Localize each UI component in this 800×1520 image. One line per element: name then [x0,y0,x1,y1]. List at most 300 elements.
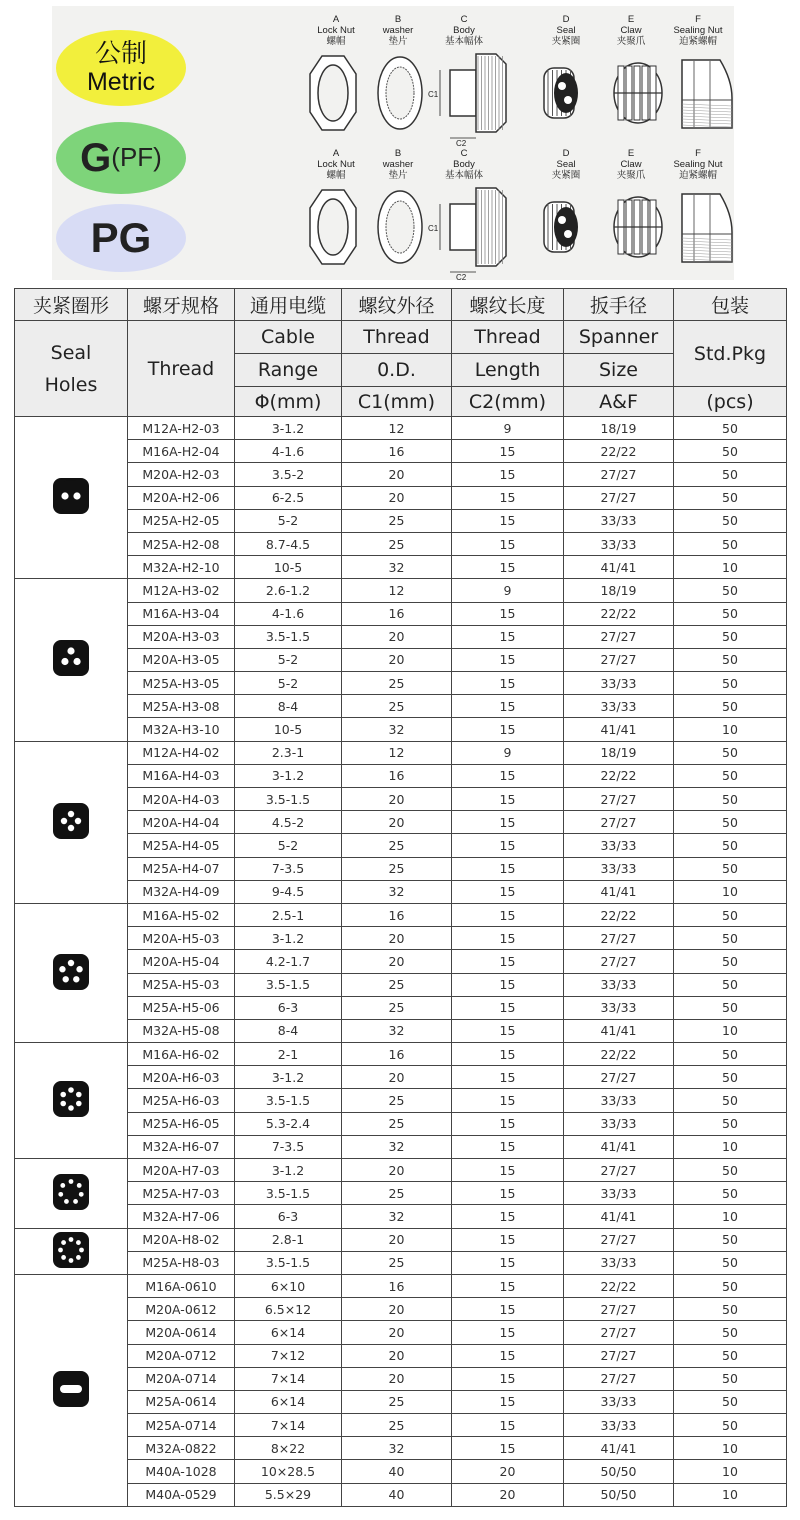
thread-od-cell: 25 [342,857,452,880]
thread-cell: M32A-H5-08 [128,1019,235,1042]
thread-od-cell: 32 [342,880,452,903]
part-label-letter: C [460,14,468,25]
thread-od-cell: 32 [342,1205,452,1228]
table-row [15,857,787,880]
std-pkg-cell: 10 [674,1483,787,1506]
parts-drawing [300,184,740,280]
thread-length-cell: 15 [452,1066,564,1089]
thread-cell: M20A-H2-03 [128,463,235,486]
thread-cell: M20A-H5-03 [128,927,235,950]
sealing-nut-icon [682,60,732,128]
seal-holes-cell [15,1043,128,1159]
spanner-size-cell: 41/41 [564,1205,674,1228]
cable-range-cell: 7-3.5 [235,857,342,880]
thread-length-cell: 20 [452,1483,564,1506]
spec-table [14,288,787,1507]
thread-cell: M20A-H8-02 [128,1228,235,1251]
header-length-2: Length [452,354,564,387]
thread-length-cell: 15 [452,440,564,463]
cable-range-cell: 7×12 [235,1344,342,1367]
table-row [15,1298,787,1321]
header-od-unit: C1(mm) [342,387,452,417]
header-length-1: Thread [452,321,564,354]
cable-range-cell: 4.2-1.7 [235,950,342,973]
std-pkg-cell: 50 [674,1390,787,1413]
header-cn-cable: 通用电缆 [235,289,342,321]
spanner-size-cell: 27/27 [564,486,674,509]
cable-range-cell: 8×22 [235,1437,342,1460]
spanner-size-cell: 33/33 [564,695,674,718]
std-pkg-cell: 50 [674,1159,787,1182]
thread-length-cell: 15 [452,1182,564,1205]
thread-length-cell: 15 [452,556,564,579]
thread-cell: M16A-H2-04 [128,440,235,463]
table-row [15,672,787,695]
thread-length-cell: 15 [452,463,564,486]
thread-length-cell: 15 [452,625,564,648]
part-label-letter: D [562,14,570,25]
part-label-letter: A [332,148,340,159]
table-row [15,1205,787,1228]
spanner-size-cell: 27/27 [564,1228,674,1251]
table-row [15,1483,787,1506]
part-label-cn: 迫紧螺帽 [678,36,717,47]
cable-range-cell: 3.5-1.5 [235,1089,342,1112]
seal-8-holes-icon [53,1232,89,1268]
thread-od-cell: 16 [342,1043,452,1066]
parts-drawing [300,50,740,146]
spanner-size-cell: 33/33 [564,1414,674,1437]
spanner-size-cell: 27/27 [564,811,674,834]
std-pkg-cell: 10 [674,1437,787,1460]
part-label-sealing-nut [668,14,728,47]
std-pkg-cell: 10 [674,1205,787,1228]
cable-range-cell: 3-1.2 [235,764,342,787]
table-row [15,1159,787,1182]
pg-badge [56,204,186,272]
thread-od-cell: 32 [342,1019,452,1042]
table-row [15,718,787,741]
part-label-cn: 夹聚爪 [616,170,646,181]
thread-cell: M20A-0714 [128,1367,235,1390]
cable-range-cell: 10-5 [235,556,342,579]
thread-length-cell: 15 [452,1274,564,1297]
table-row [15,811,787,834]
header-length-unit: C2(mm) [452,387,564,417]
part-label-washer [368,148,428,181]
thread-cell: M32A-H4-09 [128,880,235,903]
std-pkg-cell: 50 [674,950,787,973]
dim-c1-label: C1 [428,90,439,99]
part-label-cn: 夹紧圈 [551,170,581,181]
thread-od-cell: 20 [342,1228,452,1251]
thread-cell: M25A-H4-07 [128,857,235,880]
seal-holes-cell [15,1228,128,1274]
std-pkg-cell: 50 [674,973,787,996]
thread-od-cell: 32 [342,556,452,579]
thread-length-cell: 15 [452,1043,564,1066]
pg-badge-text: PG [90,213,152,261]
table-row [15,741,787,764]
spanner-size-cell: 50/50 [564,1460,674,1483]
spanner-size-cell: 18/19 [564,741,674,764]
std-pkg-cell: 50 [674,927,787,950]
dim-c2-label: C2 [456,139,467,146]
thread-length-cell: 15 [452,1437,564,1460]
thread-length-cell: 15 [452,1251,564,1274]
thread-od-cell: 25 [342,973,452,996]
seal-holes-cell [15,1274,128,1506]
cable-range-cell: 6×10 [235,1274,342,1297]
thread-od-cell: 20 [342,1298,452,1321]
std-pkg-cell: 50 [674,602,787,625]
std-pkg-cell: 10 [674,1135,787,1158]
seal-6-holes-icon [53,1081,89,1117]
spanner-size-cell: 33/33 [564,1089,674,1112]
cable-range-cell: 5-2 [235,834,342,857]
spanner-size-cell: 33/33 [564,1390,674,1413]
thread-length-cell: 15 [452,973,564,996]
header-pkg: Std.Pkg [674,321,787,387]
part-label-washer [368,14,428,47]
thread-length-cell: 15 [452,602,564,625]
cable-range-cell: 2.6-1.2 [235,579,342,602]
thread-cell: M20A-H3-05 [128,648,235,671]
cable-range-cell: 4-1.6 [235,440,342,463]
table-row [15,903,787,926]
thread-cell: M25A-H6-03 [128,1089,235,1112]
thread-length-cell: 15 [452,903,564,926]
thread-cell: M25A-H7-03 [128,1182,235,1205]
table-row [15,509,787,532]
part-label-letter: F [695,14,701,25]
spanner-size-cell: 41/41 [564,1437,674,1460]
g-pf-badge [56,122,186,194]
part-label-en: washer [382,159,414,170]
cable-range-cell: 5-2 [235,672,342,695]
metric-badge-cn: 公制 [94,39,147,70]
part-label-en: Body [453,25,475,36]
thread-length-cell: 15 [452,695,564,718]
part-label-cn: 夹紧圈 [551,36,581,47]
spanner-size-cell: 27/27 [564,1321,674,1344]
thread-cell: M25A-H8-03 [128,1251,235,1274]
part-label-en: Seal [556,159,576,170]
thread-cell: M25A-H2-05 [128,509,235,532]
thread-od-cell: 20 [342,1159,452,1182]
table-row [15,648,787,671]
dim-c1-label: C1 [428,224,439,233]
thread-od-cell: 20 [342,648,452,671]
std-pkg-cell: 50 [674,440,787,463]
cable-range-cell: 3.5-1.5 [235,973,342,996]
table-row [15,1135,787,1158]
seal-holes-cell [15,417,128,579]
table-row [15,1367,787,1390]
header-spanner-1: Spanner [564,321,674,354]
header-cable-2: Range [235,354,342,387]
std-pkg-cell: 50 [674,486,787,509]
cable-range-cell: 5.5×29 [235,1483,342,1506]
thread-od-cell: 20 [342,486,452,509]
part-label-letter: E [627,148,635,159]
part-label-cn: 垫片 [388,36,408,47]
std-pkg-cell: 50 [674,1182,787,1205]
g-badge-letter: G [80,136,112,180]
header-cn-seal: 夹紧圈形 [15,289,128,321]
cable-range-cell: 2.8-1 [235,1228,342,1251]
std-pkg-cell: 50 [674,532,787,555]
spanner-size-cell: 22/22 [564,764,674,787]
std-pkg-cell: 50 [674,857,787,880]
spec-table-body [15,417,787,1507]
cable-range-cell: 3-1.2 [235,1066,342,1089]
thread-length-cell: 15 [452,1390,564,1413]
seal-7-holes-icon [53,1174,89,1210]
spanner-size-cell: 33/33 [564,996,674,1019]
thread-length-cell: 9 [452,417,564,440]
table-row [15,695,787,718]
seal-holes-cell [15,903,128,1042]
thread-od-cell: 25 [342,834,452,857]
thread-length-cell: 15 [452,1228,564,1251]
std-pkg-cell: 50 [674,788,787,811]
std-pkg-cell: 10 [674,556,787,579]
std-pkg-cell: 50 [674,903,787,926]
std-pkg-cell: 50 [674,764,787,787]
part-label-en: Seal [556,25,576,36]
cable-range-cell: 10-5 [235,718,342,741]
spanner-size-cell: 22/22 [564,1274,674,1297]
part-label-cn: 基本幅体 [444,170,483,181]
table-row [15,1228,787,1251]
part-label-cn: 垫片 [388,170,408,181]
table-row [15,417,787,440]
thread-length-cell: 15 [452,1135,564,1158]
thread-length-cell: 15 [452,532,564,555]
part-label-body [434,148,494,181]
cable-range-cell: 8-4 [235,695,342,718]
cable-range-cell: 6.5×12 [235,1298,342,1321]
part-label-en: washer [382,25,414,36]
body-icon [428,188,506,280]
thread-od-cell: 32 [342,1135,452,1158]
spanner-size-cell: 41/41 [564,880,674,903]
metric-badge [56,30,186,106]
thread-cell: M12A-H4-02 [128,741,235,764]
seal-2-holes-icon [53,478,89,514]
header-spanner-unit: A&F [564,387,674,417]
cable-range-cell: 4.5-2 [235,811,342,834]
thread-od-cell: 20 [342,463,452,486]
thread-cell: M40A-0529 [128,1483,235,1506]
std-pkg-cell: 50 [674,1043,787,1066]
thread-length-cell: 15 [452,927,564,950]
cable-range-cell: 5-2 [235,509,342,532]
thread-length-cell: 15 [452,1159,564,1182]
spanner-size-cell: 41/41 [564,718,674,741]
table-row [15,764,787,787]
part-label-en: Lock Nut [317,25,355,36]
thread-cell: M20A-H7-03 [128,1159,235,1182]
thread-cell: M20A-H2-06 [128,486,235,509]
thread-length-cell: 9 [452,579,564,602]
thread-cell: M20A-H6-03 [128,1066,235,1089]
std-pkg-cell: 50 [674,463,787,486]
std-pkg-cell: 50 [674,811,787,834]
thread-length-cell: 15 [452,950,564,973]
thread-od-cell: 12 [342,579,452,602]
seal-flat-cable-icon [53,1371,89,1407]
spanner-size-cell: 27/27 [564,1298,674,1321]
spanner-size-cell: 41/41 [564,1135,674,1158]
spanner-size-cell: 33/33 [564,532,674,555]
spanner-size-cell: 33/33 [564,1112,674,1135]
std-pkg-cell: 50 [674,1089,787,1112]
cable-range-cell: 5-2 [235,648,342,671]
cable-range-cell: 4-1.6 [235,602,342,625]
table-row [15,1043,787,1066]
thread-length-cell: 15 [452,1019,564,1042]
thread-od-cell: 25 [342,509,452,532]
thread-length-cell: 20 [452,1460,564,1483]
cable-range-cell: 6-3 [235,1205,342,1228]
part-label-letter: B [394,148,402,159]
table-row [15,1182,787,1205]
thread-cell: M12A-H3-02 [128,579,235,602]
thread-od-cell: 20 [342,1367,452,1390]
thread-cell: M20A-0612 [128,1298,235,1321]
header-seal-holes-text: Seal Holes [44,341,98,396]
thread-od-cell: 25 [342,1251,452,1274]
header-od-1: Thread [342,321,452,354]
thread-length-cell: 15 [452,718,564,741]
spanner-size-cell: 33/33 [564,1182,674,1205]
spanner-size-cell: 33/33 [564,1251,674,1274]
thread-cell: M20A-H3-03 [128,625,235,648]
table-row [15,602,787,625]
thread-od-cell: 16 [342,440,452,463]
thread-od-cell: 20 [342,625,452,648]
thread-od-cell: 25 [342,1414,452,1437]
thread-cell: M32A-H6-07 [128,1135,235,1158]
table-row [15,532,787,555]
spanner-size-cell: 27/27 [564,1367,674,1390]
part-label-en: Claw [620,159,642,170]
spanner-size-cell: 27/27 [564,1066,674,1089]
header-cable-unit: Φ(mm) [235,387,342,417]
thread-cell: M20A-0712 [128,1344,235,1367]
thread-length-cell: 9 [452,741,564,764]
thread-length-cell: 15 [452,1089,564,1112]
thread-cell: M25A-H5-03 [128,973,235,996]
table-row [15,1019,787,1042]
table-row [15,1066,787,1089]
thread-cell: M25A-0714 [128,1414,235,1437]
header-cable-1: Cable [235,321,342,354]
table-row [15,1344,787,1367]
spanner-size-cell: 22/22 [564,440,674,463]
cable-range-cell: 8-4 [235,1019,342,1042]
std-pkg-cell: 50 [674,1228,787,1251]
cable-range-cell: 9-4.5 [235,880,342,903]
std-pkg-cell: 50 [674,417,787,440]
parts-row-metric [300,12,740,146]
header-cn-thread: 螺牙规格 [128,289,235,321]
header-pkg-unit: (pcs) [674,387,787,417]
std-pkg-cell: 50 [674,1066,787,1089]
spanner-size-cell: 27/27 [564,625,674,648]
part-label-seal [536,148,596,181]
thread-od-cell: 25 [342,1089,452,1112]
header-od-2: 0.D. [342,354,452,387]
thread-cell: M25A-H4-05 [128,834,235,857]
spanner-size-cell: 27/27 [564,1344,674,1367]
spanner-size-cell: 18/19 [564,417,674,440]
thread-length-cell: 15 [452,1414,564,1437]
thread-od-cell: 12 [342,741,452,764]
spanner-size-cell: 22/22 [564,1043,674,1066]
table-row [15,486,787,509]
cable-range-cell: 5.3-2.4 [235,1112,342,1135]
table-row [15,1251,787,1274]
part-label-en: Sealing Nut [673,25,723,36]
part-label-body [434,14,494,47]
thread-cell: M12A-H2-03 [128,417,235,440]
thread-cell: M25A-0614 [128,1390,235,1413]
thread-length-cell: 15 [452,764,564,787]
thread-od-cell: 25 [342,1182,452,1205]
header-cn-spanner: 扳手径 [564,289,674,321]
table-row [15,1274,787,1297]
table-row [15,440,787,463]
thread-od-cell: 25 [342,1112,452,1135]
std-pkg-cell: 10 [674,880,787,903]
thread-length-cell: 15 [452,1344,564,1367]
part-label-claw [601,14,661,47]
cable-range-cell: 3-1.2 [235,417,342,440]
cable-range-cell: 3.5-1.5 [235,625,342,648]
thread-cell: M20A-0614 [128,1321,235,1344]
spanner-size-cell: 27/27 [564,950,674,973]
thread-cell: M32A-0822 [128,1437,235,1460]
part-label-en: Claw [620,25,642,36]
std-pkg-cell: 10 [674,1460,787,1483]
thread-cell: M16A-H4-03 [128,764,235,787]
cable-range-cell: 3-1.2 [235,1159,342,1182]
part-label-cn: 迫紧螺帽 [678,170,717,181]
washer-icon [378,191,422,263]
thread-od-cell: 12 [342,417,452,440]
seal-icon [544,68,578,118]
spanner-size-cell: 33/33 [564,857,674,880]
std-pkg-cell: 50 [674,695,787,718]
table-row [15,880,787,903]
part-label-en: Lock Nut [317,159,355,170]
table-row [15,1321,787,1344]
spanner-size-cell: 50/50 [564,1483,674,1506]
thread-length-cell: 15 [452,672,564,695]
thread-od-cell: 20 [342,1321,452,1344]
header-cn-od: 螺纹外径 [342,289,452,321]
sealing-nut-icon [682,194,732,262]
spanner-size-cell: 33/33 [564,672,674,695]
cable-range-cell: 3-1.2 [235,927,342,950]
cable-range-cell: 6×14 [235,1321,342,1344]
table-row [15,973,787,996]
part-label-letter: F [695,148,701,159]
thread-od-cell: 16 [342,764,452,787]
